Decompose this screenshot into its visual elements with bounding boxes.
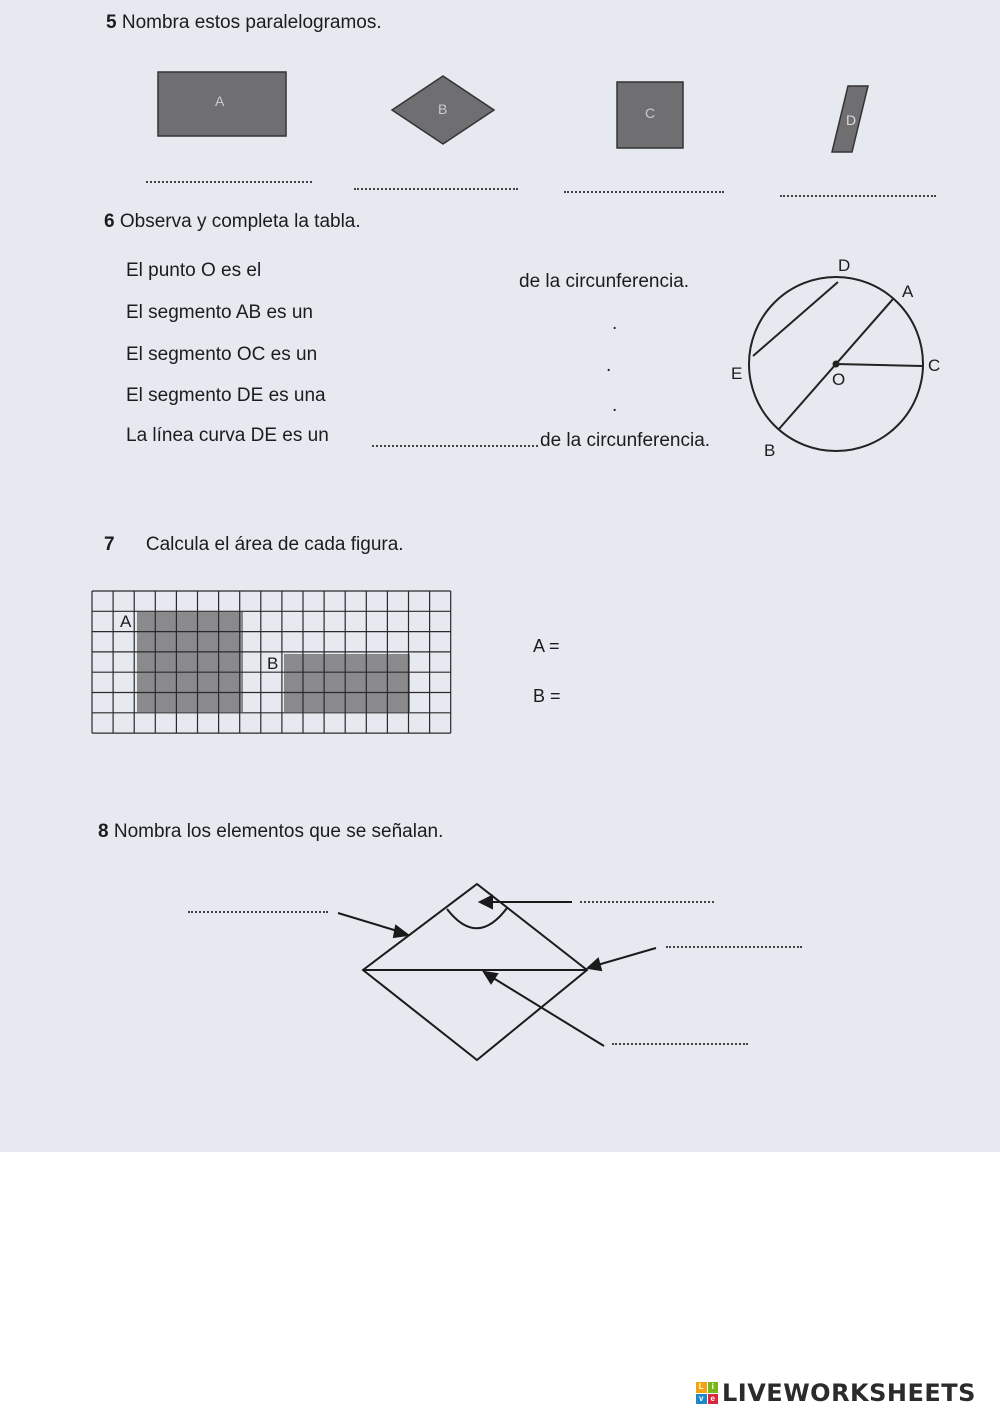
q8-rhombus — [363, 884, 587, 1060]
answer-blank-vertex[interactable] — [666, 946, 802, 948]
shape-label-a: A — [215, 93, 225, 109]
q8-number: 8 — [98, 821, 109, 842]
arrow-diagonal-head — [484, 972, 497, 983]
q6-line1: El punto O es el — [126, 260, 262, 281]
q7-title: Calcula el área de cada figura. — [145, 534, 404, 555]
arrow-vertex-head — [588, 959, 601, 970]
q8-heading — [98, 821, 443, 843]
q6-line5-end: de la circunferencia. — [540, 430, 711, 451]
answer-a-label: A = — [533, 636, 560, 656]
answer-blank-arc[interactable] — [372, 445, 538, 447]
q6-dot-2: . — [606, 355, 612, 376]
q6-number: 6 — [104, 211, 115, 232]
answer-blank-side[interactable] — [188, 911, 328, 913]
circle-label-a: A — [902, 282, 914, 301]
answer-blank-a[interactable] — [146, 181, 312, 183]
q8-angle-arc — [447, 908, 507, 928]
arrow-vertex — [594, 948, 656, 966]
grid-label-a: A — [120, 612, 132, 631]
q6-line1-end: de la circunferencia. — [519, 271, 690, 292]
q6-dot-1: . — [612, 313, 618, 334]
shape-label-d: D — [846, 112, 857, 128]
brand-name: LIVEWORKSHEETS — [722, 1379, 976, 1407]
circle-label-o: O — [832, 370, 846, 389]
answer-blank-c[interactable] — [564, 191, 724, 193]
shape-label-b: B — [438, 101, 448, 117]
circle-label-e: E — [731, 364, 743, 383]
brand-footer — [696, 1378, 976, 1408]
answer-blank-d[interactable] — [780, 195, 936, 197]
answer-b-label: B = — [533, 686, 561, 706]
circle-label-d: D — [838, 256, 851, 275]
arrow-side-head — [394, 926, 408, 937]
q5-title: Nombra estos paralelogramos. — [121, 12, 382, 33]
q6-line3: El segmento OC es un — [126, 344, 318, 365]
figure-a-fill — [137, 612, 243, 712]
answer-blank-angle[interactable] — [580, 901, 714, 903]
liveworksheets-logo-icon: L i v e — [696, 1382, 718, 1404]
circle-label-c: C — [928, 356, 941, 375]
center-point — [833, 361, 840, 368]
q6-title: Observa y completa la tabla. — [119, 211, 361, 232]
q6-heading — [104, 211, 361, 233]
arrow-side — [338, 913, 404, 933]
chord-de — [753, 282, 838, 356]
q8-title: Nombra los elementos que se señalan. — [113, 821, 444, 842]
q7-heading — [104, 534, 404, 556]
answer-blank-diagonal[interactable] — [612, 1043, 748, 1045]
arrow-angle-head — [480, 896, 492, 908]
q6-line5: La línea curva DE es un — [126, 425, 329, 446]
q5-number: 5 — [106, 12, 117, 33]
circle-label-b: B — [764, 441, 776, 460]
shape-label-c: C — [645, 105, 656, 121]
answer-blank-b[interactable] — [354, 188, 518, 190]
q6-line4: El segmento DE es una — [126, 385, 326, 406]
q6-line2: El segmento AB es un — [126, 302, 313, 323]
q6-dot-3: . — [612, 395, 618, 416]
radius-oc — [836, 364, 922, 366]
grid-label-b: B — [267, 654, 279, 673]
q7-number: 7 — [104, 534, 115, 555]
